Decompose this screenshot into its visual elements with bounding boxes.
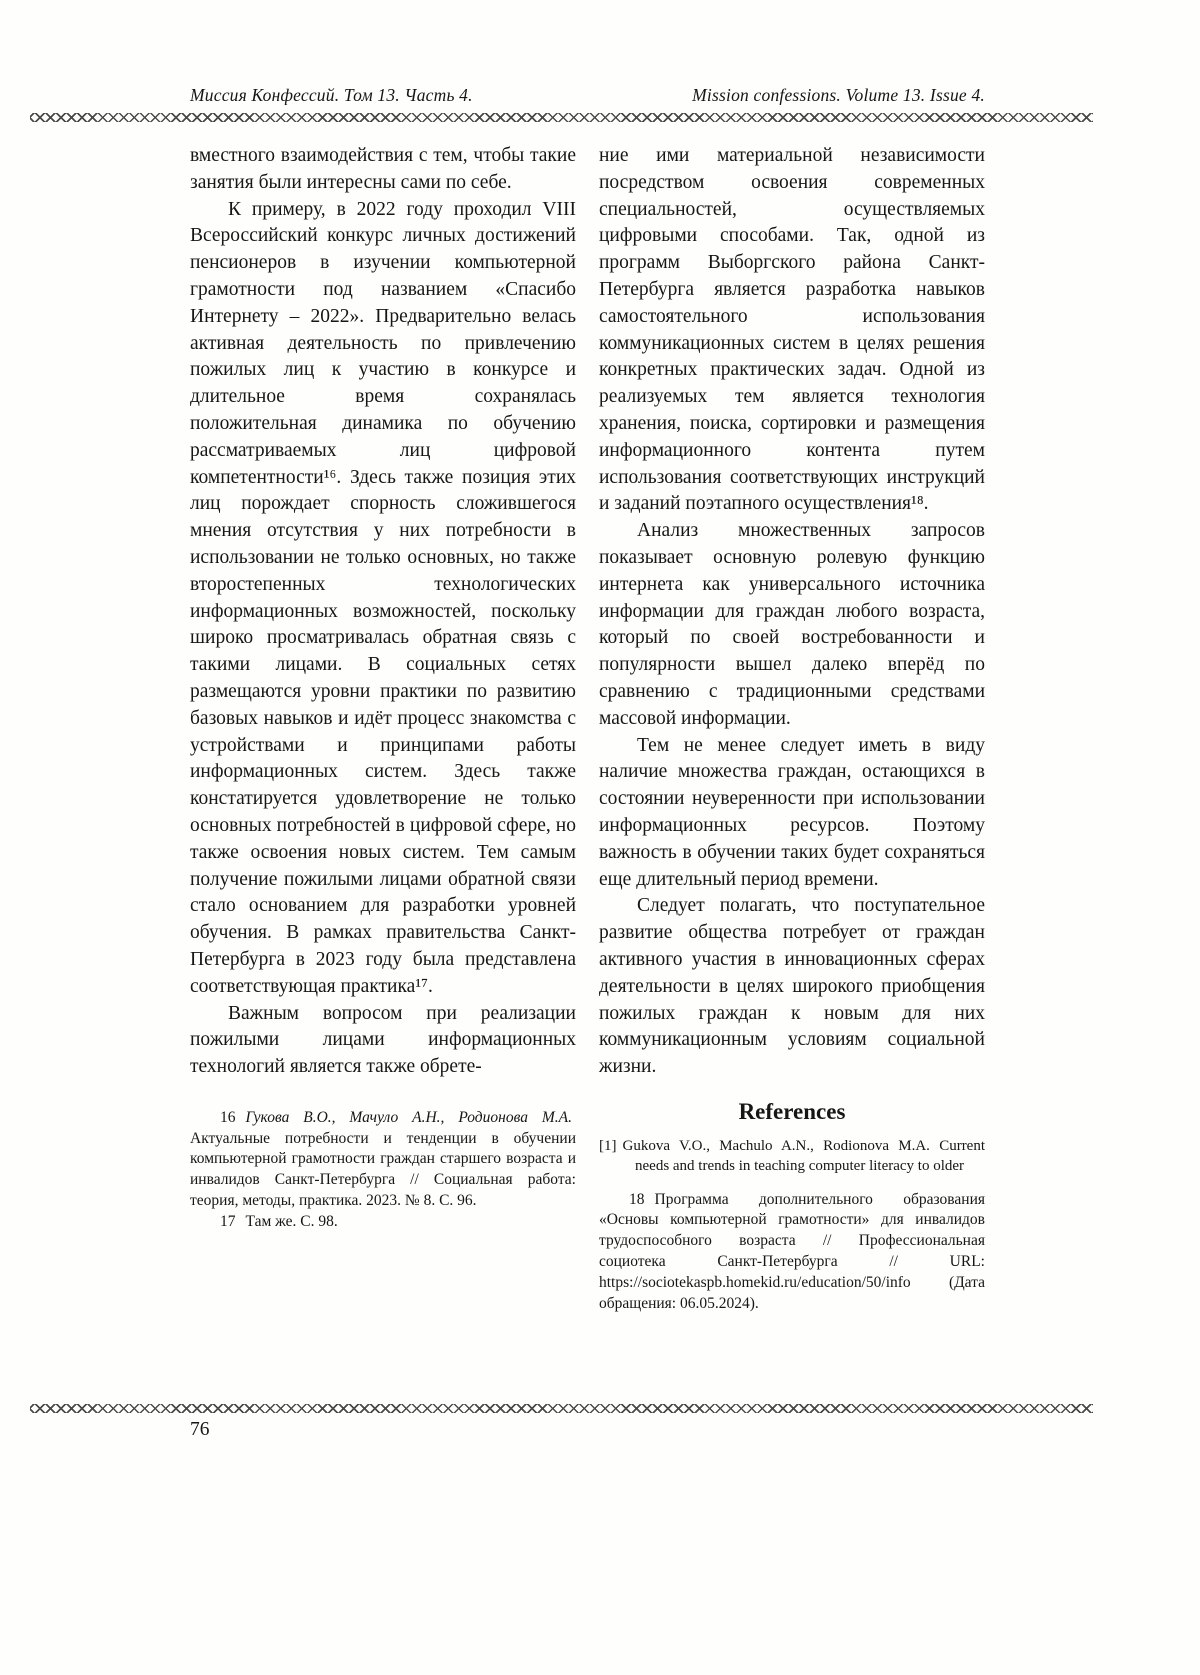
- reference-item: [599, 1136, 985, 1176]
- body-paragraph: К примеру, в 2022 году проходил VIII Всероссийский конкурс личных достижений пенсионеров в изучении компьютерной грамотности под названием «Спасибо Интернету – 2022». Предварительно велась активная деятельность по привлечению пожилых лиц к участию в конкурсе и длительное время сохранялась положительная динамика по обучению рассматриваемых лиц цифровой компетентности¹⁶. Здесь также позиция этих лиц порождает спорность сложившегося мнения отсутствия у них потребности в использовании не только основных, но также второстепенных технологических информационных возможностей, поскольку широко просматривалась обратная связь с такими лицами. В социальных сетях размещаются уровни практики по развитию базовых навыков и идёт процесс знакомства с устройствами и принципами работы информационных систем. Здесь также констатируется удовлетворение не только основных потребностей в цифровой сфере, но также освоения новых систем. Тем самым получение пожилыми лицами обратной связи стало основанием для разработки уровней обучения. В рамках правительства Санкт-Петербурга в 2023 году была представлена соответствующая практика¹⁷.: [190, 198, 576, 997]
- decorative-border-top: [30, 113, 1093, 122]
- footnotes-left: [190, 1108, 576, 1233]
- running-header-right: Mission confessions. Volume 13. Issue 4.: [692, 85, 985, 105]
- footnote-number: 16: [220, 1108, 236, 1126]
- footnote-number: 18: [629, 1190, 645, 1208]
- body-paragraph: Важным вопросом при реализации пожилыми лицами информационных технологий является также обрете-: [190, 1002, 576, 1078]
- reference-authors: Gukova V.O., Machulo A.N., Rodionova M.A.: [622, 1137, 930, 1154]
- text-columns: [190, 143, 985, 1314]
- footnotes-right: [599, 1190, 985, 1315]
- body-paragraph: Тем не менее следует иметь в виду наличие множества граждан, остающихся в состоянии неуверенности при использовании информационных ресурсов. Поэтому важность в обучении таких будет сохраняться еще длительный период времени.: [599, 734, 985, 890]
- references-heading: References: [738, 1098, 846, 1124]
- footnote-18: [599, 1190, 985, 1315]
- body-paragraph: ние ими материальной независимости посредством освоения современных специальностей, осуществляемых цифровыми способами. Так, одной из программ Выборгского района Санкт-Петербурга является разработка навыков самостоятельного использования коммуникационных систем в целях решения конкретных практических задач. Одной из реализуемых тем является технология хранения, поиска, сортировки и размещения информационного контента путем использования соответствующих инструкций и заданий поэтапного осуществления¹⁸.: [599, 145, 985, 515]
- body-paragraph: вместного взаимодействия с тем, чтобы такие занятия были интересны сами по себе.: [190, 145, 576, 193]
- footnote-text: Актуальные потребности и тенденции в обучении компьютерной грамотности граждан старшего возраста и инвалидов Санкт-Петербурга // Социальная работа: теория, методы, практика. 2023. № 8. С. 96.: [190, 1129, 576, 1210]
- footnote-number: 17: [220, 1212, 236, 1230]
- body-paragraph: Анализ множественных запросов показывает основную ролевую функцию интернета как универсального источника информации для граждан любого возраста, который по своей востребованности и популярности вышел далеко вперёд по сравнению с традиционными средствами массовой информации.: [599, 520, 985, 729]
- footnote-text: Там же. С. 98.: [245, 1212, 338, 1230]
- body-paragraph: Следует полагать, что поступательное развитие общества потребует от граждан активного участия в инновационных сферах деятельности в целях широкого приобщения пожилых граждан к новым для них коммуникационным условиям социальной жизни.: [599, 895, 985, 1078]
- text-column-right: [599, 143, 985, 1314]
- reference-text: Current needs and trends in teaching computer literacy to older: [635, 1137, 986, 1174]
- footnote-authors: Гукова В.О., Мачуло А.Н., Родионова М.А.: [245, 1108, 572, 1126]
- footnote-text: Программа дополнительного образования «Основы компьютерной грамотности» для инвалидов трудоспособного возраста // Профессиональная социотека Санкт-Петербурга // URL: https://sociotekaspb.homekid.ru/education/50/info (Дата обращения: 06.05.2024).: [599, 1190, 985, 1312]
- footnote-16: [190, 1108, 576, 1212]
- page-number: 76: [190, 1419, 210, 1440]
- reference-marker: [1]: [599, 1137, 617, 1154]
- decorative-border-bottom: [30, 1404, 1093, 1413]
- footnote-17: [190, 1212, 576, 1233]
- text-column-left: [190, 143, 576, 1314]
- running-header-left: Миссия Конфессий. Том 13. Часть 4.: [190, 85, 473, 105]
